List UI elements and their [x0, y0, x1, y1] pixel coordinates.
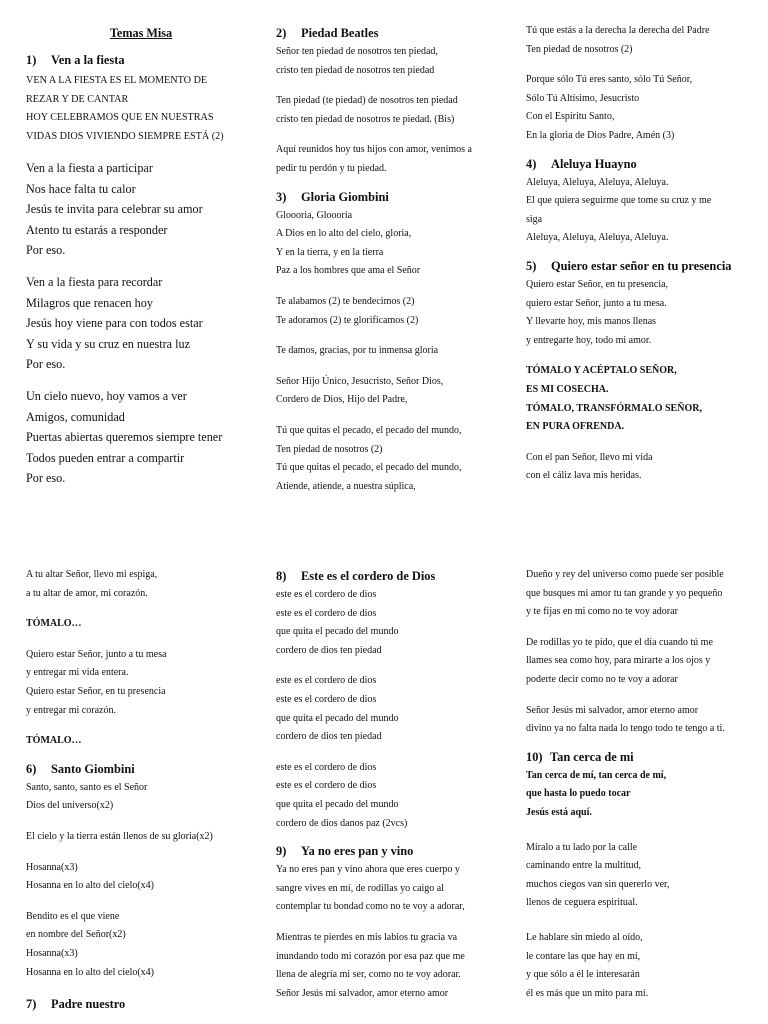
lyric-line: Hosanna en lo alto del cielo(x4) — [26, 966, 155, 978]
song-title: Tan cerca de mi — [550, 749, 634, 764]
column-top-right — [526, 22, 762, 486]
song-3-heading — [276, 187, 506, 207]
lyric-line: Le hablare sin miedo al oído, — [526, 931, 643, 943]
lyric-line: Te adoramos (2) te glorificamos (2) — [276, 314, 419, 326]
chorus-line: EN PURA OFRENDA. — [526, 421, 625, 433]
lyric-line: quiero estar Señor, junto a tu mesa. — [526, 297, 667, 309]
song-number: 5) — [526, 258, 537, 273]
chorus-line: TÓMALO, TRANSFÓRMALO SEÑOR, — [526, 402, 702, 414]
lyric-line: Quiero estar Señor, junto a tu mesa — [26, 648, 167, 660]
song-10-heading — [526, 747, 764, 767]
lyric-line: en nombre del Señor(x2) — [26, 929, 126, 941]
lyric-line: él es más que un mito para mí. — [526, 987, 649, 999]
lyric-line: Y su vida y su cruz en nuestra luz — [26, 336, 191, 351]
lyric-line: pedir tu perdón y tu piedad. — [276, 162, 387, 174]
lyric-line: que quita el pecado del mundo — [276, 798, 399, 810]
lyric-line: Jesús te invita para celebrar su amor — [26, 202, 203, 217]
song-number: 4) — [526, 156, 537, 171]
lyric-line: Hosanna(x3) — [26, 861, 78, 873]
lyric-line: Sólo Tú Altísimo, Jesucristo — [526, 92, 640, 104]
lyric-line: Tú que quitas el pecado, el pecado del mundo, — [276, 424, 462, 436]
lyric-line: HOY CELEBRAMOS QUE EN NUESTRAS — [26, 112, 214, 124]
lyric-line: este es el cordero de dios — [276, 780, 377, 792]
column-bottom-right — [526, 566, 764, 1003]
song-number: 2) — [276, 26, 287, 40]
lyric-line: poderte decir como no te voy a adorar — [526, 673, 678, 685]
chorus-line: ES MI COSECHA. — [526, 383, 609, 395]
song-title: Padre nuestro — [51, 997, 126, 1012]
lyric-line: VEN A LA FIESTA ES EL MOMENTO DE — [26, 75, 208, 86]
document-title: Temas Misa — [109, 26, 173, 40]
lyric-line: Un cielo nuevo, hoy vamos a ver — [26, 389, 187, 404]
song-8-heading — [276, 566, 506, 586]
lyric-line: Ya no eres pan y vino ahora que eres cuerpo y — [276, 864, 460, 876]
lyric-line: Gloooria, Gloooria — [276, 209, 353, 221]
lyric-line: Señor Jesús mi salvador, amor eterno amor — [276, 987, 449, 999]
lyric-line: Atiende, atiende, a nuestra súplica, — [276, 480, 416, 492]
song-number: 7) — [26, 997, 37, 1012]
song-2-heading — [276, 23, 506, 43]
lyric-line: VIDAS DIOS VIVIENDO SIEMPRE ESTÁ (2) — [26, 130, 224, 142]
lyric-line: Ven a la fiesta a participar — [26, 161, 153, 176]
lyric-line: Paz a los hombres que ama el Señor — [276, 265, 421, 277]
song-number: 3) — [276, 189, 287, 204]
lyric-line: Jesús hoy viene para con todos estar — [26, 316, 203, 331]
lyric-line: Tú que quitas el pecado, el pecado del mundo, — [276, 462, 462, 474]
lyric-line: Señor Hijo Único, Jesucristo, Señor Dios, — [276, 375, 444, 387]
lyric-line: llenos de ceguera espiritual. — [526, 897, 638, 909]
lyric-line: cordero de dios danos paz (2vcs) — [276, 817, 408, 829]
lyric-line: Tú que estás a la derecha la derecha del Padre — [526, 25, 710, 36]
lyric-line: En la gloria de Dios Padre, Amén (3) — [526, 129, 675, 141]
lyric-line: este es el cordero de dios — [276, 589, 377, 600]
lyric-line: sangre vives en mí, de rodillas yo caigo al — [276, 882, 445, 894]
song-number: 8) — [276, 569, 287, 583]
song-5-heading — [526, 256, 762, 276]
lyric-line: A Dios en lo alto del cielo, gloria, — [276, 228, 412, 240]
lyric-line: Dios del universo(x2) — [26, 800, 114, 812]
column-top-middle — [276, 23, 506, 496]
chorus-line: Jesús está aquí. — [526, 806, 592, 818]
song-9-heading — [276, 841, 506, 861]
lyric-line: llames sea como hoy, para mirarte a los ojos y — [526, 655, 711, 667]
lyric-line: le contare las que hay en mí, — [526, 950, 641, 962]
song-1-heading — [26, 50, 256, 70]
lyric-line: y entregar mi corazón. — [26, 704, 116, 716]
column-bottom-left — [26, 566, 256, 1014]
lyric-line: este es el cordero de dios — [276, 693, 377, 705]
lyric-line: y entregar mi vida entera. — [26, 667, 129, 679]
lyric-line: contemplar tu bondad como no te voy a adorar, — [276, 901, 465, 913]
lyric-line: inundando todo mi corazón por esa paz que me — [276, 950, 465, 962]
song-title: Aleluya Huayno — [551, 156, 637, 171]
lyric-line: Ven a la fiesta para recordar — [26, 275, 163, 290]
lyric-line: Ten piedad de nosotros (2) — [276, 443, 383, 455]
lyric-line: a tu altar de amor, mi corazón. — [26, 587, 148, 599]
lyric-line: siga — [526, 213, 543, 225]
lyric-line: Hosanna(x3) — [26, 947, 78, 959]
lyric-line: cristo ten piedad de nosotros te piedad. (Bis) — [276, 113, 455, 125]
song-7-heading — [26, 994, 256, 1014]
lyric-line: Aquí reunidos hoy tus hijos con amor, venimos a — [276, 144, 472, 156]
lyric-line: llena de alegría mi ser, como no te voy adorar. — [276, 969, 461, 981]
lyric-line: Puertas abiertas queremos siempre tener — [26, 430, 223, 445]
lyric-line: este es el cordero de dios — [276, 607, 377, 619]
song-number: 6) — [26, 761, 37, 776]
chorus-reference: TÓMALO… — [26, 735, 82, 747]
song-title: Este es el cordero de Dios — [301, 569, 436, 583]
lyric-line: Cordero de Dios, Hijo del Padre, — [276, 394, 408, 406]
lyric-line: Quiero estar Señor, en tu presencia, — [526, 278, 669, 290]
lyric-line: Ten piedad de nosotros (2) — [526, 43, 633, 55]
chorus-line: Tan cerca de mí, tan cerca de mí, — [526, 769, 667, 781]
lyric-line: Por eso. — [26, 357, 66, 372]
song-title: Ven a la fiesta — [51, 53, 125, 67]
lyric-line: Por eso. — [26, 471, 66, 486]
lyric-line: que busques mi amor tu tan grande y yo pequeño — [526, 587, 723, 599]
lyric-line: que quita el pecado del mundo — [276, 712, 399, 724]
lyric-line: Bendito es el que viene — [26, 910, 120, 922]
lyric-line: Amigos, comunidad — [26, 409, 125, 424]
lyric-line: Y en la tierra, y en la tierra — [276, 246, 384, 258]
lyric-line: Por eso. — [26, 243, 66, 257]
lyric-line: Santo, santo, santo es el Señor — [26, 781, 148, 793]
lyric-line: El que quiera seguirme que tome su cruz y me — [526, 195, 712, 207]
column-bottom-middle — [276, 566, 506, 1003]
lyric-line: Todos pueden entrar a compartir — [26, 450, 185, 465]
lyric-line: Señor ten piedad de nosotros ten piedad, — [276, 46, 438, 57]
lyric-line: Dueño y rey del universo como puede ser posible — [526, 569, 724, 580]
lyric-line: Aleluya, Aleluya, Aleluya, Aleluya. — [526, 232, 669, 244]
lyric-line: Te alabamos (2) te bendecimos (2) — [276, 295, 415, 307]
lyric-line: y te fijas en mi como no te voy adorar — [526, 606, 678, 618]
chorus-line: que hasta lo puedo tocar — [526, 788, 631, 800]
lyric-line: Aleluya, Aleluya, Aleluya, Aleluya. — [526, 176, 669, 188]
song-number: 10) — [526, 749, 543, 764]
lyric-line: cordero de dios ten piedad — [276, 731, 382, 743]
lyric-line: este es el cordero de dios — [276, 761, 377, 773]
song-6-heading — [26, 759, 256, 779]
lyric-line: Quiero estar Señor, en tu presencia — [26, 685, 166, 697]
lyric-line: Milagros que renacen hoy — [26, 295, 153, 310]
lyric-line: Te damos, gracias, por tu inmensa gloria — [276, 345, 439, 357]
song-title: Quiero estar señor en tu presencia — [551, 258, 732, 273]
lyric-line: Con el Espíritu Santo, — [526, 111, 615, 123]
column-top-left — [26, 24, 256, 488]
song-title: Gloria Giombini — [301, 189, 389, 204]
chorus-line: TÓMALO Y ACÉPTALO SEÑOR, — [526, 365, 677, 377]
lyric-line: Ten piedad (te piedad) de nosotros ten piedad — [276, 95, 458, 107]
lyric-line: este es el cordero de dios — [276, 675, 377, 687]
lyric-line: y entregarte hoy, todo mi amor. — [526, 334, 652, 346]
lyric-line: cristo ten piedad de nosotros ten piedad — [276, 64, 435, 76]
lyric-line: caminando entre la multitud, — [526, 860, 641, 872]
song-title: Piedad Beatles — [301, 26, 379, 40]
song-4-heading — [526, 154, 762, 174]
lyric-line: De rodillas yo te pido, que el día cuando tú me — [526, 636, 713, 648]
lyric-line: Míralo a tu lado por la calle — [526, 841, 638, 853]
lyric-line: Mientras te pierdes en mis labios tu gracia va — [276, 931, 458, 943]
lyric-line: Porque sólo Tú eres santo, sólo Tú Señor, — [526, 74, 693, 86]
lyric-line: Nos hace falta tu calor — [26, 181, 136, 196]
lyric-line: Y llevarte hoy, mis manos llenas — [526, 316, 657, 328]
lyric-line: que quita el pecado del mundo — [276, 626, 399, 638]
lyric-line: REZAR Y DE CANTAR — [26, 93, 129, 105]
lyric-line: cordero de dios ten piedad — [276, 644, 382, 656]
chorus-reference: TÓMALO… — [26, 618, 82, 630]
lyric-line: y que sólo a él le interesarán — [526, 969, 640, 981]
song-number: 9) — [276, 844, 287, 859]
lyric-line: muchos ciegos van sin quererlo ver, — [526, 878, 670, 890]
lyric-line: divino ya no falta nada lo tengo todo te tengo a ti. — [526, 723, 725, 735]
lyric-line: A tu altar Señor, llevo mi espiga, — [26, 569, 158, 580]
song-title: Santo Giombini — [51, 761, 135, 776]
lyric-line: El cielo y la tierra están llenos de su gloria(x2) — [26, 830, 213, 842]
lyric-line: Señor Jesús mi salvador, amor eterno amor — [526, 704, 699, 716]
lyric-line: Atento tu estarás a responder — [26, 222, 168, 237]
lyric-line: Con el pan Señor, llevo mi vida — [526, 451, 653, 463]
lyric-line: Hosanna en lo alto del cielo(x4) — [26, 880, 155, 892]
song-number: 1) — [26, 53, 37, 67]
song-title: Ya no eres pan y vino — [301, 844, 414, 859]
lyric-line: con el cáliz lava mis heridas. — [526, 470, 642, 482]
